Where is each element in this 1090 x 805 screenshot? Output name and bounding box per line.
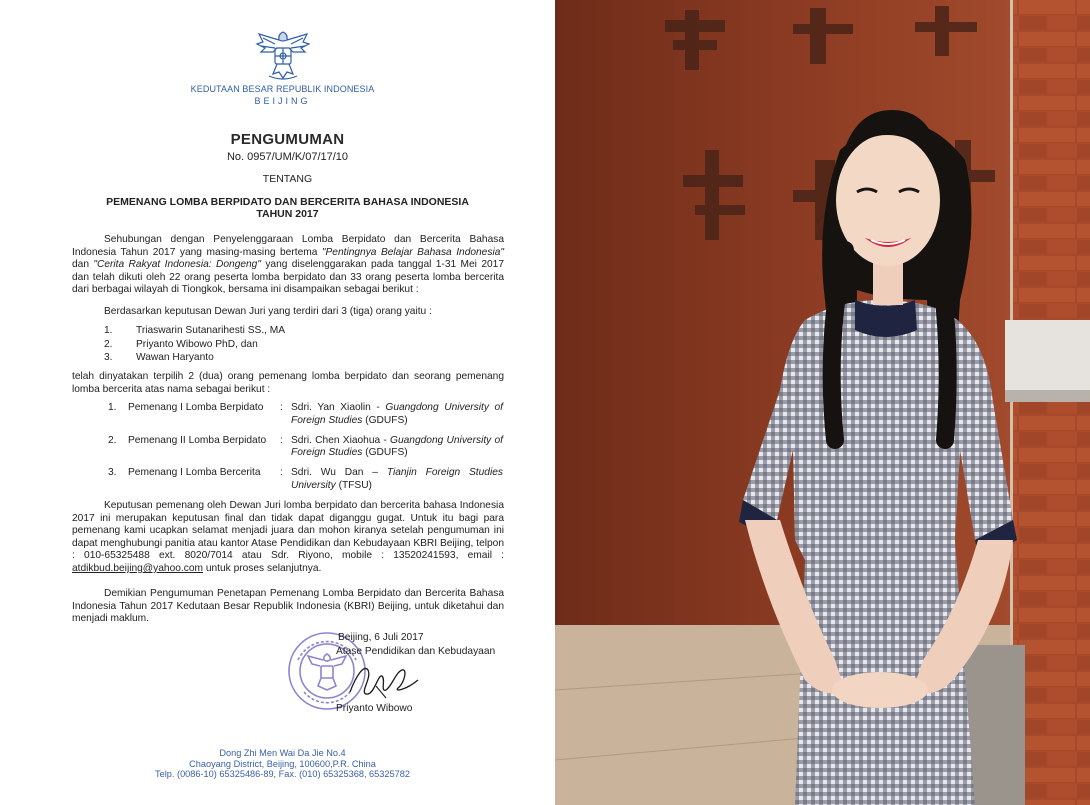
list-number: 3. xyxy=(108,467,117,478)
list-number: 1. xyxy=(104,325,113,336)
subject-line-2: TAHUN 2017 xyxy=(256,208,319,220)
winner-category: Pemenang I Lomba Bercerita xyxy=(128,467,261,478)
portrait-photo xyxy=(555,0,1090,805)
list-item xyxy=(108,467,506,500)
list-item xyxy=(108,402,506,435)
jury-name: Triaswarin Sutanarihesti SS., MA xyxy=(136,325,286,336)
footer-contact: Telp. (0086-10) 65325486-89, Fax. (010) 65325368, 65325782 xyxy=(155,769,410,779)
signatory-name: Priyanto Wibowo xyxy=(336,703,413,714)
winner-name: Sdri. Yan Xiaolin - xyxy=(291,402,386,413)
winner-university: Guangdong University of Foreign Studies xyxy=(291,402,503,426)
list-item xyxy=(72,351,285,365)
handwritten-signature-icon xyxy=(346,656,422,702)
para3-part-a: Keputusan pemenang oleh Dewan Juri lomba berpidato dan bercerita bahasa Indonesia 2017 ini merupakan keputusan final dan tidak dapat diganggu gugat. Untuk itu bagi para pemenang kami ucapkan selamat menjadi juara dan mohon kiranya setelah pengumuman ini dapat menghubungi panitia atau kantor Atase Pendidikan dan Kebudayaan KBRI Beijing, telpon : 010-65325488 ext. 8020/7014 atau Sdr. Riyono, mobile : 13520241593, email : xyxy=(72,500,504,562)
colon: : xyxy=(280,402,283,413)
list-item xyxy=(108,435,506,468)
list-item xyxy=(72,338,285,352)
embassy-city: BEIJING xyxy=(254,96,311,106)
winner-category: Pemenang I Lomba Berpidato xyxy=(128,402,264,413)
portrait-illustration xyxy=(555,0,1090,805)
para3-part-b: untuk proses selanjutnya. xyxy=(202,562,322,574)
winner-university: Guangdong University of Foreign Studies xyxy=(291,434,503,459)
winners-list xyxy=(108,402,506,500)
colon: : xyxy=(280,467,283,478)
document-number: No. 0957/UM/K/07/17/10 xyxy=(226,151,349,163)
footer-address-1: Dong Zhi Men Wai Da Jie No.4 xyxy=(219,748,346,758)
winner-detail xyxy=(291,402,503,427)
jury-name: Priyanto Wibowo PhD, dan xyxy=(136,338,258,350)
winner-category: Pemenang II Lomba Berpidato xyxy=(128,434,267,446)
tentang-label: TENTANG xyxy=(262,173,313,185)
list-number: 1. xyxy=(108,402,117,413)
paragraph-closing: Demikian Pengumuman Penetapan Pemenang Lomba Berpidato dan Bercerita Bahasa Indonesia Tahun 2017 Kedutaan Besar Republik Indonesia (KBRI) Beijing, untuk diketahui dan menjadi maklum. xyxy=(72,588,504,625)
signature-office: Atase Pendidikan dan Kebudayaan xyxy=(336,646,496,657)
winner-abbr: (GDUFS) xyxy=(362,447,408,459)
footer-address-2: Chaoyang District, Beijing, 100600,P.R. China xyxy=(189,759,376,769)
subject-line-1: PEMENANG LOMBA BERPIDATO DAN BERCERITA BAHASA INDONESIA xyxy=(106,196,469,208)
list-number: 2. xyxy=(104,338,113,350)
jury-list xyxy=(72,324,285,365)
paragraph-intro xyxy=(72,234,504,297)
theme-speech: "Pentingnya Belajar Bahasa Indonesia" xyxy=(321,246,504,258)
jury-name: Wawan Haryanto xyxy=(136,352,214,363)
list-number: 2. xyxy=(108,434,117,446)
email-link[interactable]: atdikbud.beijing@yahoo.com xyxy=(72,562,203,574)
paragraph-selection: telah dinyatakan terpilih 2 (dua) orang pemenang lomba berpidato dan seorang pemenang lomba bercerita atas nama sebagai berikut : xyxy=(72,371,504,395)
winner-detail xyxy=(291,467,503,492)
para1-part-a: Sehubungan dengan Penyelenggaraan Lomba Berpidato dan Bercerita Bahasa Indonesia Tahun 2017 yang masing-masing bertema xyxy=(72,234,504,258)
paragraph-decision xyxy=(72,500,504,576)
winner-abbr: (TFSU) xyxy=(335,479,372,491)
list-item xyxy=(72,324,285,338)
signature-place-date: Beijing, 6 Juli 2017 xyxy=(338,632,424,643)
winner-abbr: (GDUFS) xyxy=(362,414,408,426)
theme-story: "Cerita Rakyat Indonesia: Dongeng" xyxy=(93,259,261,271)
colon: : xyxy=(280,434,283,446)
embassy-name: KEDUTAAN BESAR REPUBLIK INDONESIA xyxy=(190,84,375,94)
winner-university: Tianjin Foreign Studies University xyxy=(291,467,503,491)
document-title: PENGUMUMAN xyxy=(230,131,345,148)
para1-part-c: yang diselenggarakan pada tanggal 1-31 Mei 2017 dan telah dikuti oleh 22 orang peserta lomba berpidato dan 33 orang peserta lomba bercerita dari berbagai wilayah di Tiongkok, bersama ini disampaikan sebagai berikut : xyxy=(72,259,504,296)
winner-name: Sdri. Wu Dan – xyxy=(291,467,387,478)
winner-name: Sdri. Chen Xiaohua - xyxy=(291,434,391,446)
garuda-emblem-icon xyxy=(253,26,313,84)
jury-intro: Berdasarkan keputusan Dewan Juri yang terdiri dari 3 (tiga) orang yaitu : xyxy=(104,306,432,317)
para1-part-b: dan xyxy=(72,259,94,271)
list-number: 3. xyxy=(104,352,113,363)
winner-detail xyxy=(291,435,503,460)
